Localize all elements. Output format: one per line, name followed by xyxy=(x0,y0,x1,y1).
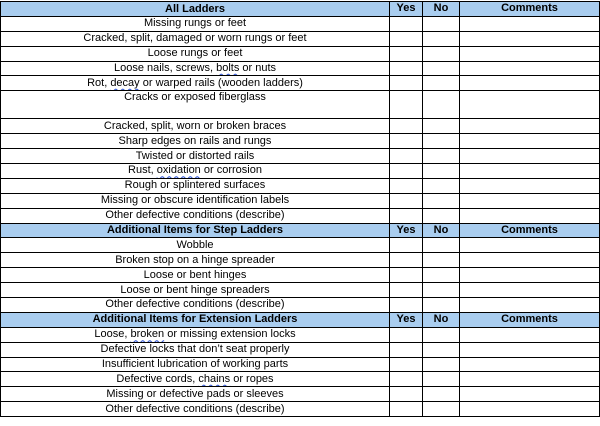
comments-cell[interactable] xyxy=(460,357,600,372)
no-cell[interactable] xyxy=(423,238,460,253)
item-label: Other defective conditions (describe) xyxy=(1,402,390,417)
table-row xyxy=(1,164,600,179)
item-label: Twisted or distorted rails xyxy=(1,149,390,164)
item-label: Missing rungs or feet xyxy=(1,16,390,31)
comments-column-header: Comments xyxy=(460,223,600,238)
comments-cell[interactable] xyxy=(460,238,600,253)
section-header-extension-ladders xyxy=(1,312,600,327)
comments-cell[interactable] xyxy=(460,268,600,283)
section-header-all-ladders xyxy=(1,2,600,17)
yes-cell[interactable] xyxy=(390,283,423,298)
no-column-header: No xyxy=(423,223,460,238)
yes-cell[interactable] xyxy=(390,31,423,46)
comments-cell[interactable] xyxy=(460,164,600,179)
yes-cell[interactable] xyxy=(390,342,423,357)
yes-cell[interactable] xyxy=(390,91,423,119)
table-row xyxy=(1,208,600,223)
item-label: Loose or bent hinges xyxy=(1,268,390,283)
yes-cell[interactable] xyxy=(390,387,423,402)
table-row xyxy=(1,238,600,253)
no-cell[interactable] xyxy=(423,268,460,283)
no-cell[interactable] xyxy=(423,208,460,223)
no-cell[interactable] xyxy=(423,31,460,46)
table-row xyxy=(1,193,600,208)
comments-cell[interactable] xyxy=(460,193,600,208)
no-cell[interactable] xyxy=(423,76,460,91)
item-label: Missing or obscure identification labels xyxy=(1,193,390,208)
yes-column-header: Yes xyxy=(390,2,423,17)
table-row xyxy=(1,342,600,357)
no-cell[interactable] xyxy=(423,372,460,387)
yes-cell[interactable] xyxy=(390,46,423,61)
table-row xyxy=(1,76,600,91)
comments-cell[interactable] xyxy=(460,283,600,298)
item-label: Defective locks that don’t seat properly xyxy=(1,342,390,357)
table-row xyxy=(1,298,600,313)
no-cell[interactable] xyxy=(423,134,460,149)
no-cell[interactable] xyxy=(423,342,460,357)
item-label: Insufficient lubrication of working parts xyxy=(1,357,390,372)
no-cell[interactable] xyxy=(423,193,460,208)
yes-cell[interactable] xyxy=(390,372,423,387)
comments-cell[interactable] xyxy=(460,298,600,313)
comments-cell[interactable] xyxy=(460,76,600,91)
table-row xyxy=(1,387,600,402)
yes-cell[interactable] xyxy=(390,402,423,417)
table-row xyxy=(1,327,600,342)
item-label: Sharp edges on rails and rungs xyxy=(1,134,390,149)
yes-cell[interactable] xyxy=(390,119,423,134)
yes-cell[interactable] xyxy=(390,238,423,253)
comments-cell[interactable] xyxy=(460,46,600,61)
table-row xyxy=(1,46,600,61)
table-row xyxy=(1,357,600,372)
no-cell[interactable] xyxy=(423,46,460,61)
comments-cell[interactable] xyxy=(460,178,600,193)
item-label: Loose, broken or missing extension locks xyxy=(1,327,390,342)
yes-cell[interactable] xyxy=(390,208,423,223)
yes-cell[interactable] xyxy=(390,357,423,372)
yes-cell[interactable] xyxy=(390,134,423,149)
table-row xyxy=(1,149,600,164)
yes-cell[interactable] xyxy=(390,16,423,31)
item-label: Cracked, split, worn or broken braces xyxy=(1,119,390,134)
no-cell[interactable] xyxy=(423,91,460,119)
comments-cell[interactable] xyxy=(460,253,600,268)
no-cell[interactable] xyxy=(423,357,460,372)
yes-cell[interactable] xyxy=(390,61,423,76)
item-label: Rot, decay or warped rails (wooden ladders) xyxy=(1,76,390,91)
section-title: All Ladders xyxy=(1,2,390,17)
no-cell[interactable] xyxy=(423,16,460,31)
table-row xyxy=(1,253,600,268)
item-label: Rust, oxidation or corrosion xyxy=(1,164,390,179)
no-cell[interactable] xyxy=(423,253,460,268)
item-label: Loose rungs or feet xyxy=(1,46,390,61)
comments-cell[interactable] xyxy=(460,387,600,402)
no-cell[interactable] xyxy=(423,61,460,76)
no-cell[interactable] xyxy=(423,119,460,134)
comments-cell[interactable] xyxy=(460,16,600,31)
no-column-header: No xyxy=(423,2,460,17)
no-cell[interactable] xyxy=(423,387,460,402)
item-label: Rough or splintered surfaces xyxy=(1,178,390,193)
item-label: Defective cords, chains or ropes xyxy=(1,372,390,387)
item-label: Loose nails, screws, bolts or nuts xyxy=(1,61,390,76)
yes-cell[interactable] xyxy=(390,76,423,91)
yes-column-header: Yes xyxy=(390,312,423,327)
comments-cell[interactable] xyxy=(460,91,600,119)
no-cell[interactable] xyxy=(423,149,460,164)
yes-cell[interactable] xyxy=(390,268,423,283)
table-row xyxy=(1,402,600,417)
item-label: Wobble xyxy=(1,238,390,253)
comments-cell[interactable] xyxy=(460,372,600,387)
item-label: Cracks or exposed fiberglass xyxy=(1,91,390,119)
table-row xyxy=(1,372,600,387)
table-row xyxy=(1,178,600,193)
comments-cell[interactable] xyxy=(460,342,600,357)
comments-cell[interactable] xyxy=(460,61,600,76)
section-title: Additional Items for Step Ladders xyxy=(1,223,390,238)
comments-cell[interactable] xyxy=(460,149,600,164)
item-label: Other defective conditions (describe) xyxy=(1,208,390,223)
item-label: Loose or bent hinge spreaders xyxy=(1,283,390,298)
yes-cell[interactable] xyxy=(390,253,423,268)
ladder-inspection-checklist xyxy=(0,1,600,417)
comments-column-header: Comments xyxy=(460,2,600,17)
section-title: Additional Items for Extension Ladders xyxy=(1,312,390,327)
no-cell[interactable] xyxy=(423,327,460,342)
table-row xyxy=(1,268,600,283)
no-cell[interactable] xyxy=(423,164,460,179)
comments-cell[interactable] xyxy=(460,402,600,417)
item-label: Broken stop on a hinge spreader xyxy=(1,253,390,268)
yes-cell[interactable] xyxy=(390,193,423,208)
no-cell[interactable] xyxy=(423,402,460,417)
no-cell[interactable] xyxy=(423,298,460,313)
comments-column-header: Comments xyxy=(460,312,600,327)
comments-cell[interactable] xyxy=(460,119,600,134)
yes-cell[interactable] xyxy=(390,298,423,313)
comments-cell[interactable] xyxy=(460,31,600,46)
table-row xyxy=(1,16,600,31)
comments-cell[interactable] xyxy=(460,327,600,342)
no-column-header: No xyxy=(423,312,460,327)
yes-column-header: Yes xyxy=(390,223,423,238)
table-row xyxy=(1,31,600,46)
section-header-step-ladders xyxy=(1,223,600,238)
no-cell[interactable] xyxy=(423,283,460,298)
yes-cell[interactable] xyxy=(390,327,423,342)
yes-cell[interactable] xyxy=(390,178,423,193)
comments-cell[interactable] xyxy=(460,208,600,223)
item-label: Cracked, split, damaged or worn rungs or feet xyxy=(1,31,390,46)
yes-cell[interactable] xyxy=(390,164,423,179)
item-label: Other defective conditions (describe) xyxy=(1,298,390,313)
item-label: Missing or defective pads or sleeves xyxy=(1,387,390,402)
comments-cell[interactable] xyxy=(460,134,600,149)
table-row xyxy=(1,119,600,134)
table-row xyxy=(1,283,600,298)
yes-cell[interactable] xyxy=(390,149,423,164)
table-row xyxy=(1,61,600,76)
no-cell[interactable] xyxy=(423,178,460,193)
table-row xyxy=(1,91,600,119)
table-row xyxy=(1,134,600,149)
